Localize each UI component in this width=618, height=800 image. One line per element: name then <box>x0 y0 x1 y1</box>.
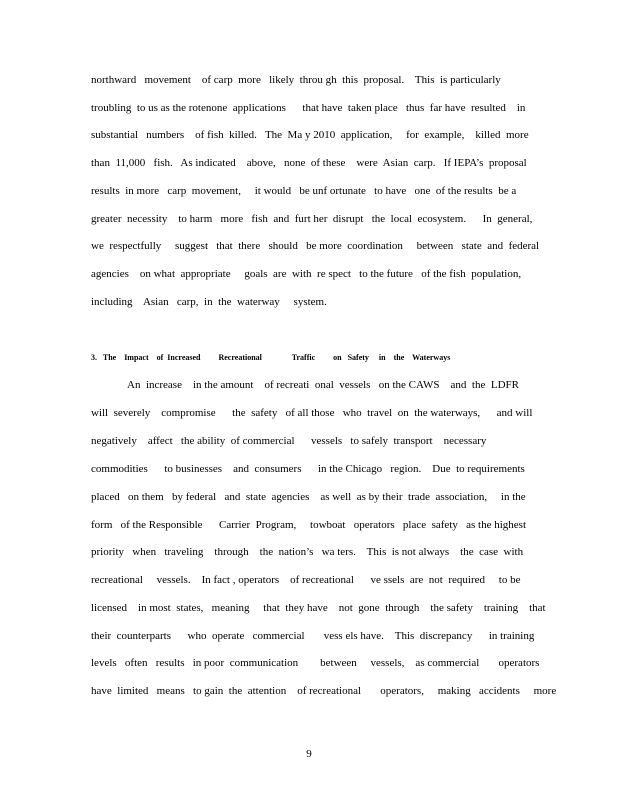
paragraph-1-line-3: substantial numbers of fish killed. The Ma y 2010 application, for example, killed more <box>91 129 529 141</box>
paragraph-2-line-1: An increase in the amount of recreati onal vessels on the CAWS and the LDFR <box>127 379 519 391</box>
paragraph-2-line-11: levels often results in poor communication between vessels, as commercial operators <box>91 657 540 669</box>
paragraph-2-line-2: will severely compromise the safety of all those who travel on the waterways, and will <box>91 407 533 419</box>
paragraph-2-line-6: form of the Responsible Carrier Program, towboat operators place safety as the highest <box>91 519 526 531</box>
paragraph-2-line-8: recreational vessels. In fact , operators of recreational ve ssels are not required to be <box>91 574 521 586</box>
paragraph-1-line-9: including Asian carp, in the waterway system. <box>91 296 327 308</box>
paragraph-2-line-10: their counterparts who operate commercial vess els have. This discrepancy in training <box>91 630 535 642</box>
paragraph-1-line-6: greater necessity to harm more fish and furt her disrupt the local ecosystem. In general, <box>91 213 533 225</box>
section-heading: 3. The Impact of Increased Recreational Traffic on Safety in the Waterways <box>91 353 451 362</box>
paragraph-2-line-5: placed on them by federal and state agencies as well as by their trade association, in the <box>91 491 526 503</box>
paragraph-1-line-5: results in more carp movement, it would be unf ortunate to have one of the results be a <box>91 185 517 197</box>
paragraph-2-line-3: negatively affect the ability of commercial vessels to safely transport necessary <box>91 435 487 447</box>
page-number: 9 <box>306 748 312 760</box>
paragraph-1-line-2: troubling to us as the rotenone applications that have taken place thus far have resulted in <box>91 102 526 114</box>
paragraph-2-line-9: licensed in most states, meaning that they have not gone through the safety training that <box>91 602 546 614</box>
paragraph-2-line-12: have limited means to gain the attention of recreational operators, making accidents more <box>91 685 557 697</box>
paragraph-1-line-8: agencies on what appropriate goals are with re spect to the future of the fish population, <box>91 268 522 280</box>
paragraph-2-line-4: commodities to businesses and consumers in the Chicago region. Due to requirements <box>91 463 525 475</box>
paragraph-2-line-7: priority when traveling through the nation’s wa ters. This is not always the case with <box>91 546 524 558</box>
paragraph-1-line-1: northward movement of carp more likely throu gh this proposal. This is particularly <box>91 74 501 86</box>
paragraph-1-line-4: than 11,000 fish. As indicated above, none of these were Asian carp. If IEPA’s proposal <box>91 157 527 169</box>
paragraph-1-line-7: we respectfully suggest that there should be more coordination between state and federal <box>91 240 540 252</box>
